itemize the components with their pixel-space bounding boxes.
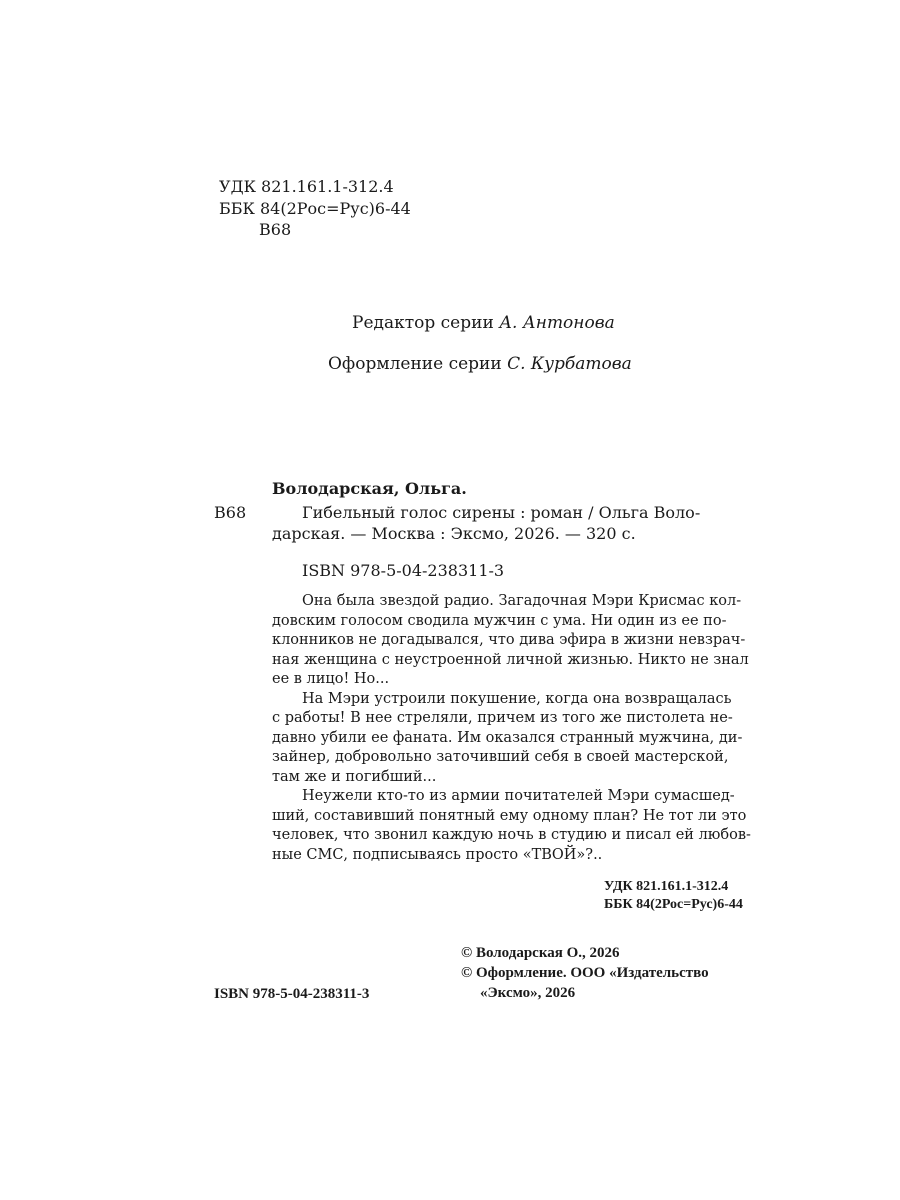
copyright-design-cont: «Эксмо», 2026 <box>480 985 576 1001</box>
series-editor-label: Редактор серии <box>352 313 494 333</box>
bbk-code-small: ББК 84(2Рос=Рус)6-44 <box>604 897 743 912</box>
catalog-description-line: Гибельный голос сирены : роман / Ольга Воло- <box>302 503 701 522</box>
annotation <box>272 592 751 865</box>
bbk-code: ББК 84(2Рос=Рус)6-44 <box>219 199 411 218</box>
annotation-line: На Мэри устроили покушение, когда она возвращалась <box>302 690 732 707</box>
annotation-line: ший, составивший понятный ему одному план? Не тот ли это <box>272 807 747 824</box>
annotation-line: ее в лицо! Но... <box>272 671 390 687</box>
series-editor-credit <box>352 312 615 334</box>
series-design-name: С. Курбатова <box>507 354 632 374</box>
annotation-line: клонников не догадывался, что дива эфира в жизни невзрач- <box>272 632 746 648</box>
catalog-isbn: ISBN 978-5-04-238311-3 <box>302 561 505 580</box>
author-mark: В68 <box>259 220 292 239</box>
annotation-line: зайнер, добровольно заточивший себя в своей мастерской, <box>272 749 729 765</box>
catalog-code: В68 <box>214 503 247 522</box>
series-design-credit <box>328 353 632 375</box>
annotation-line: ные СМС, подписываясь просто «ТВОЙ»?.. <box>272 846 603 863</box>
annotation-line: давно убили ее фаната. Им оказался странный мужчина, ди- <box>272 729 743 746</box>
annotation-line: там же и погибший... <box>272 768 437 785</box>
catalog-author: Володарская, Ольга. <box>272 479 467 498</box>
catalog-description <box>272 502 759 544</box>
annotation-line: Она была звездой радио. Загадочная Мэри Крисмас кол- <box>302 593 742 609</box>
catalog-description-line: дарская. — Москва : Эксмо, 2026. — 320 с. <box>272 524 636 543</box>
udk-code-small: УДК 821.161.1-312.4 <box>604 879 729 894</box>
copyright-design: © Оформление. ООО «Издательство <box>461 965 709 981</box>
annotation-line: ная женщина с неустроенной личной жизнью. Никто не знал <box>272 651 749 668</box>
annotation-line: человек, что звонил каждую ночь в студию и писал ей любов- <box>272 827 751 843</box>
series-design-label: Оформление серии <box>328 354 502 374</box>
annotation-line: Неужели кто-то из армии почитателей Мэри сумасшед- <box>302 788 735 804</box>
annotation-line: довским голосом сводила мужчин с ума. Ни один из ее по- <box>272 612 727 629</box>
udk-code: УДК 821.161.1-312.4 <box>219 177 394 196</box>
copyright-author: © Володарская О., 2026 <box>461 945 620 961</box>
annotation-line: с работы! В нее стреляли, причем из того же пистолета не- <box>272 710 733 726</box>
series-editor-name: А. Антонова <box>499 313 615 333</box>
bottom-isbn: ISBN 978-5-04-238311-3 <box>214 986 370 1002</box>
